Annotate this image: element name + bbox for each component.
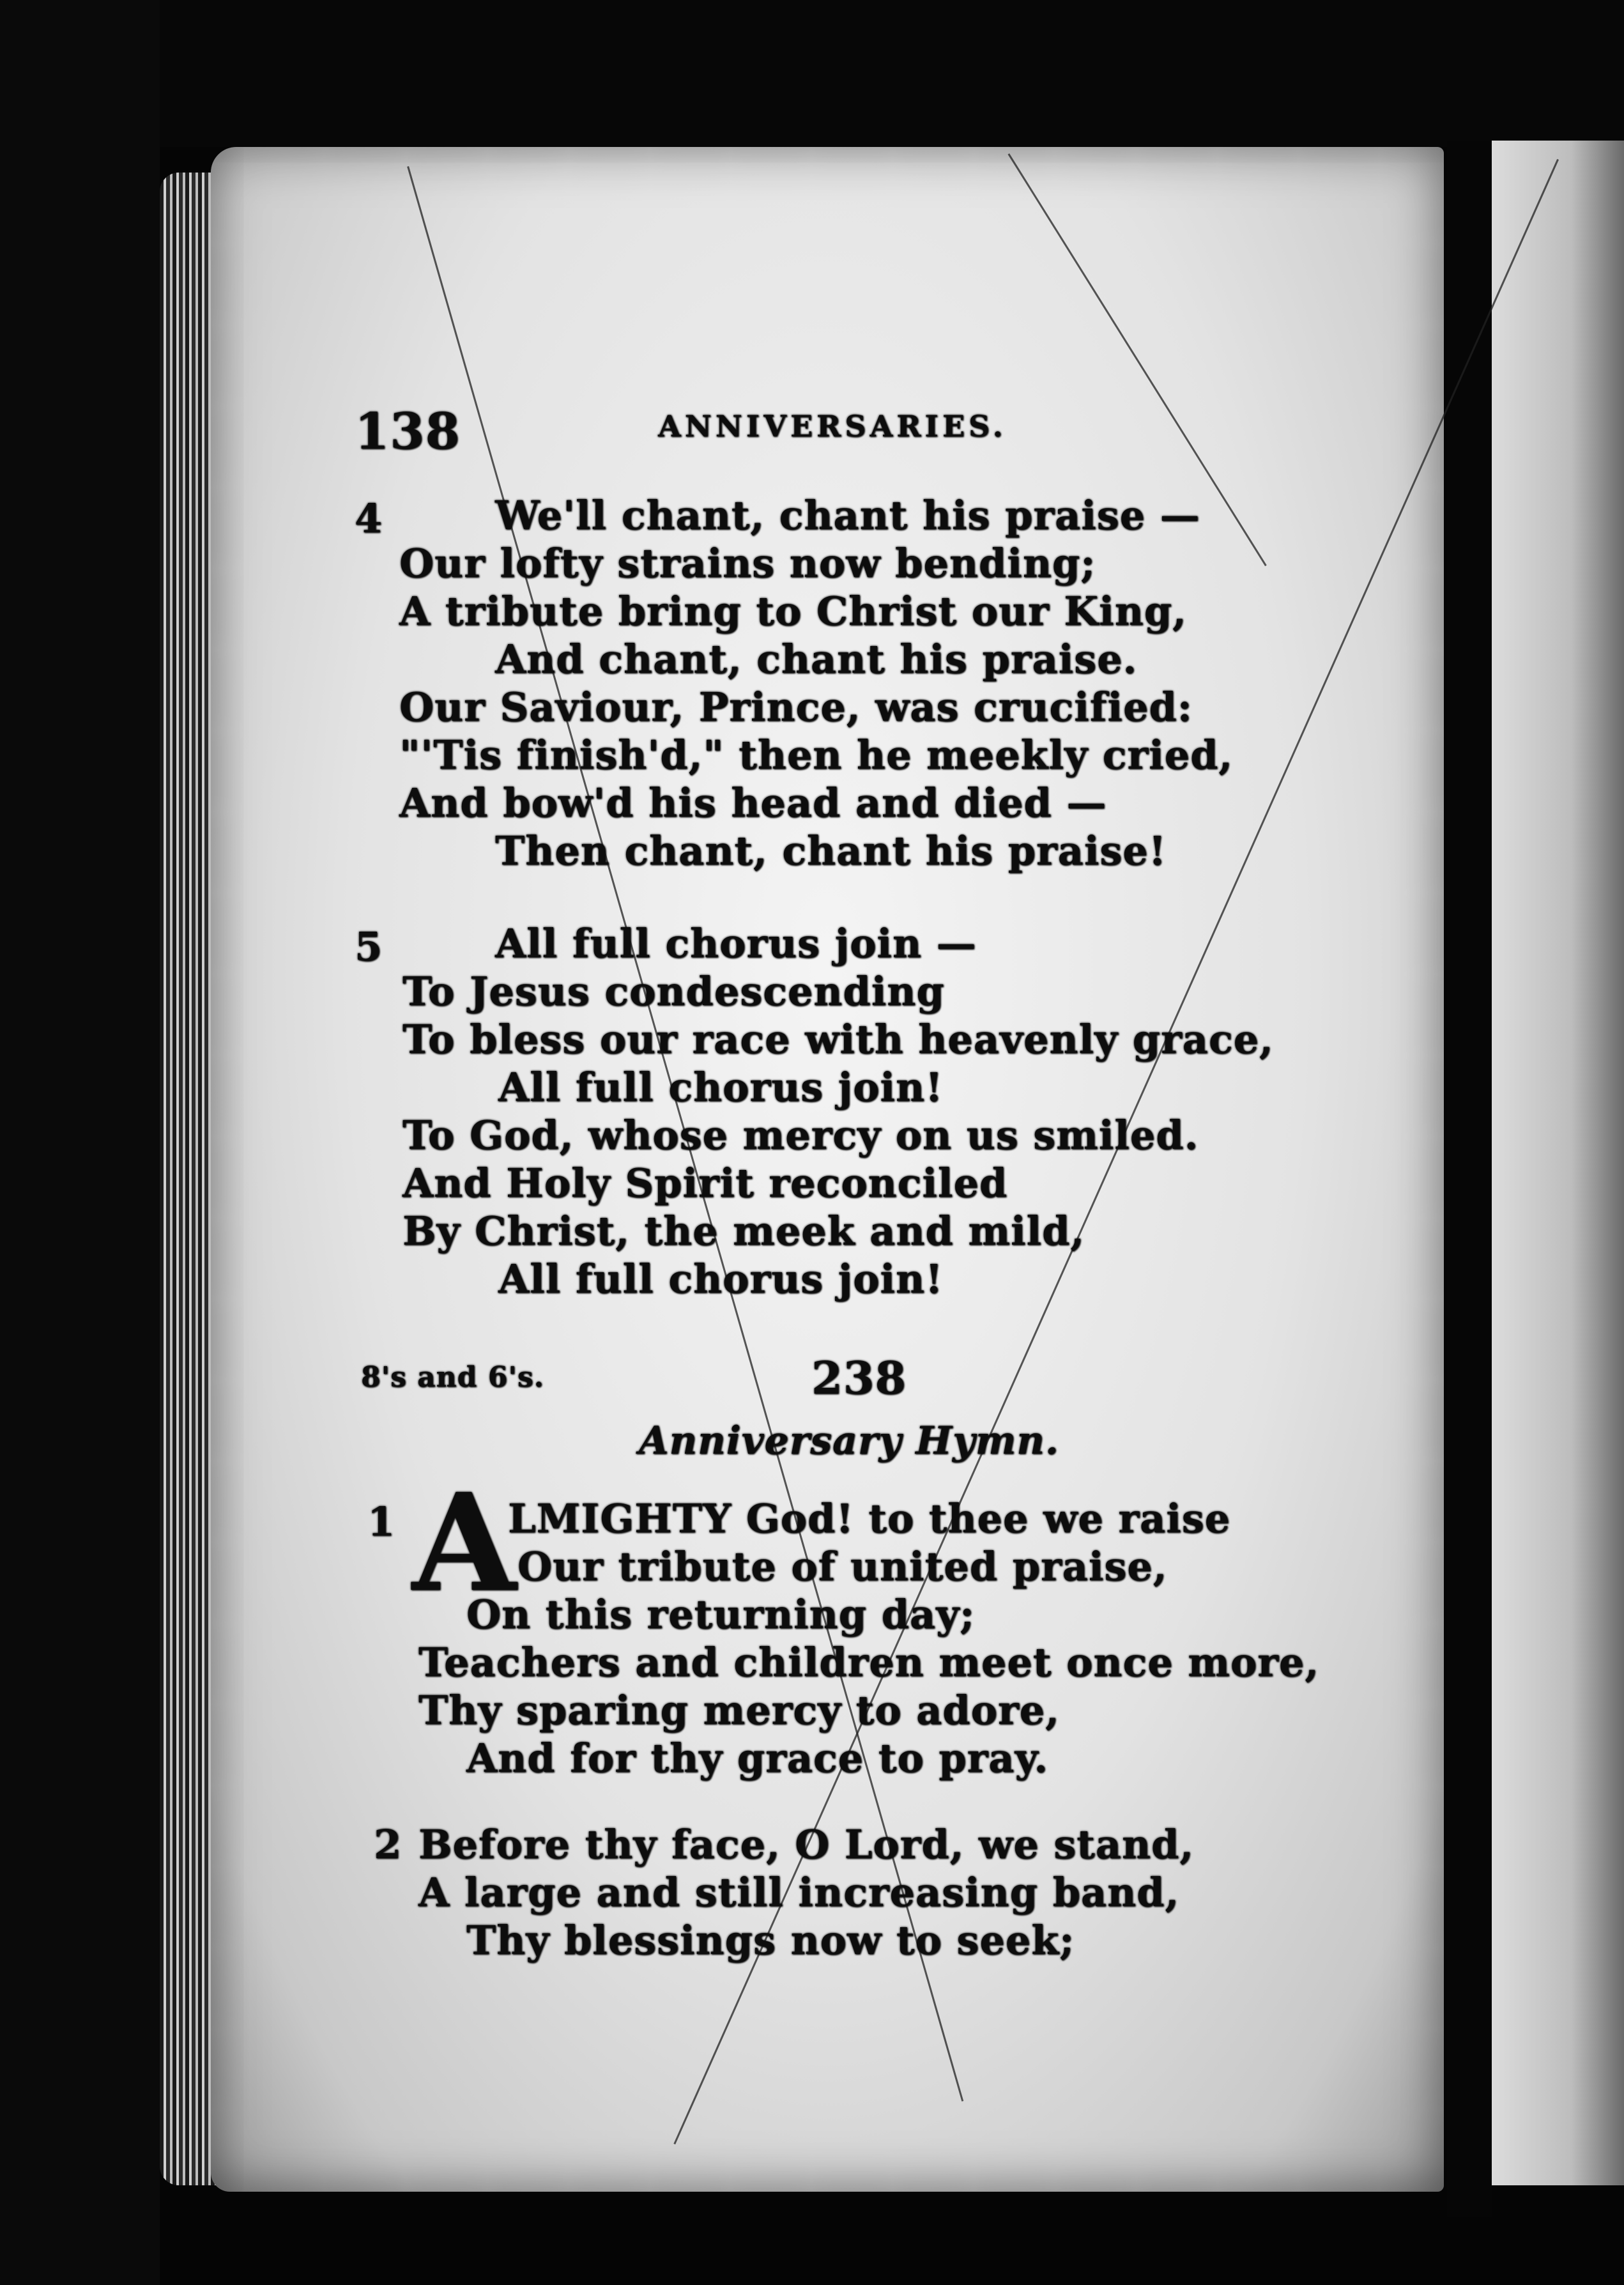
verse-line: And chant, chant his praise. xyxy=(495,636,1138,682)
verse-line: To God, whose mercy on us smiled. xyxy=(402,1112,1199,1158)
stanza-number: 4 xyxy=(355,495,383,542)
verse-line: We'll chant, chant his praise — xyxy=(495,492,1200,539)
stanza-number: 2 xyxy=(374,1821,402,1868)
verse-line: Thy blessings now to seek; xyxy=(466,1917,1075,1964)
stanza-number: 5 xyxy=(355,923,383,970)
verse-line: LMIGHTY God! to thee we raise xyxy=(508,1495,1231,1542)
verse-line: Our Saviour, Prince, was crucified: xyxy=(399,684,1193,730)
verse-line: And for thy grace to pray. xyxy=(466,1735,1048,1781)
verse-line: All full chorus join — xyxy=(495,920,977,967)
hymn-number: 238 xyxy=(811,1351,907,1404)
page-number: 138 xyxy=(355,403,461,461)
verse-line: To bless our race with heavenly grace, xyxy=(402,1016,1274,1063)
hymn-meter: 8's and 6's. xyxy=(361,1361,544,1394)
verse-line: Then chant, chant his praise! xyxy=(495,827,1167,874)
verse-line: To Jesus condescending xyxy=(402,968,945,1015)
verse-line: A large and still increasing band, xyxy=(418,1869,1180,1916)
running-header: ANNIVERSARIES. xyxy=(658,409,1007,443)
verse-line: Teachers and children meet once more, xyxy=(418,1639,1319,1686)
verse-line: Before thy face, O Lord, we stand, xyxy=(418,1821,1194,1868)
verse-line: Thy sparing mercy to adore, xyxy=(418,1687,1060,1734)
verse-line: All full chorus join! xyxy=(498,1256,944,1302)
verse-line: And Holy Spirit reconciled xyxy=(402,1160,1008,1206)
verse-line: "'Tis finish'd," then he meekly cried, xyxy=(399,732,1234,778)
hymn-title: Anniversary Hymn. xyxy=(639,1419,1059,1463)
verse-line: Our tribute of united praise, xyxy=(517,1543,1168,1590)
verse-line: On this returning day; xyxy=(466,1591,976,1638)
verse-line: By Christ, the meek and mild, xyxy=(402,1208,1085,1254)
verse-line: All full chorus join! xyxy=(498,1064,944,1111)
verse-line: And bow'd his head and died — xyxy=(399,780,1107,826)
stanza-number: 1 xyxy=(367,1498,396,1545)
verse-line: A tribute bring to Christ our King, xyxy=(399,588,1187,635)
verse-line: Our lofty strains now bending; xyxy=(399,540,1096,587)
drop-cap: A xyxy=(412,1464,517,1622)
